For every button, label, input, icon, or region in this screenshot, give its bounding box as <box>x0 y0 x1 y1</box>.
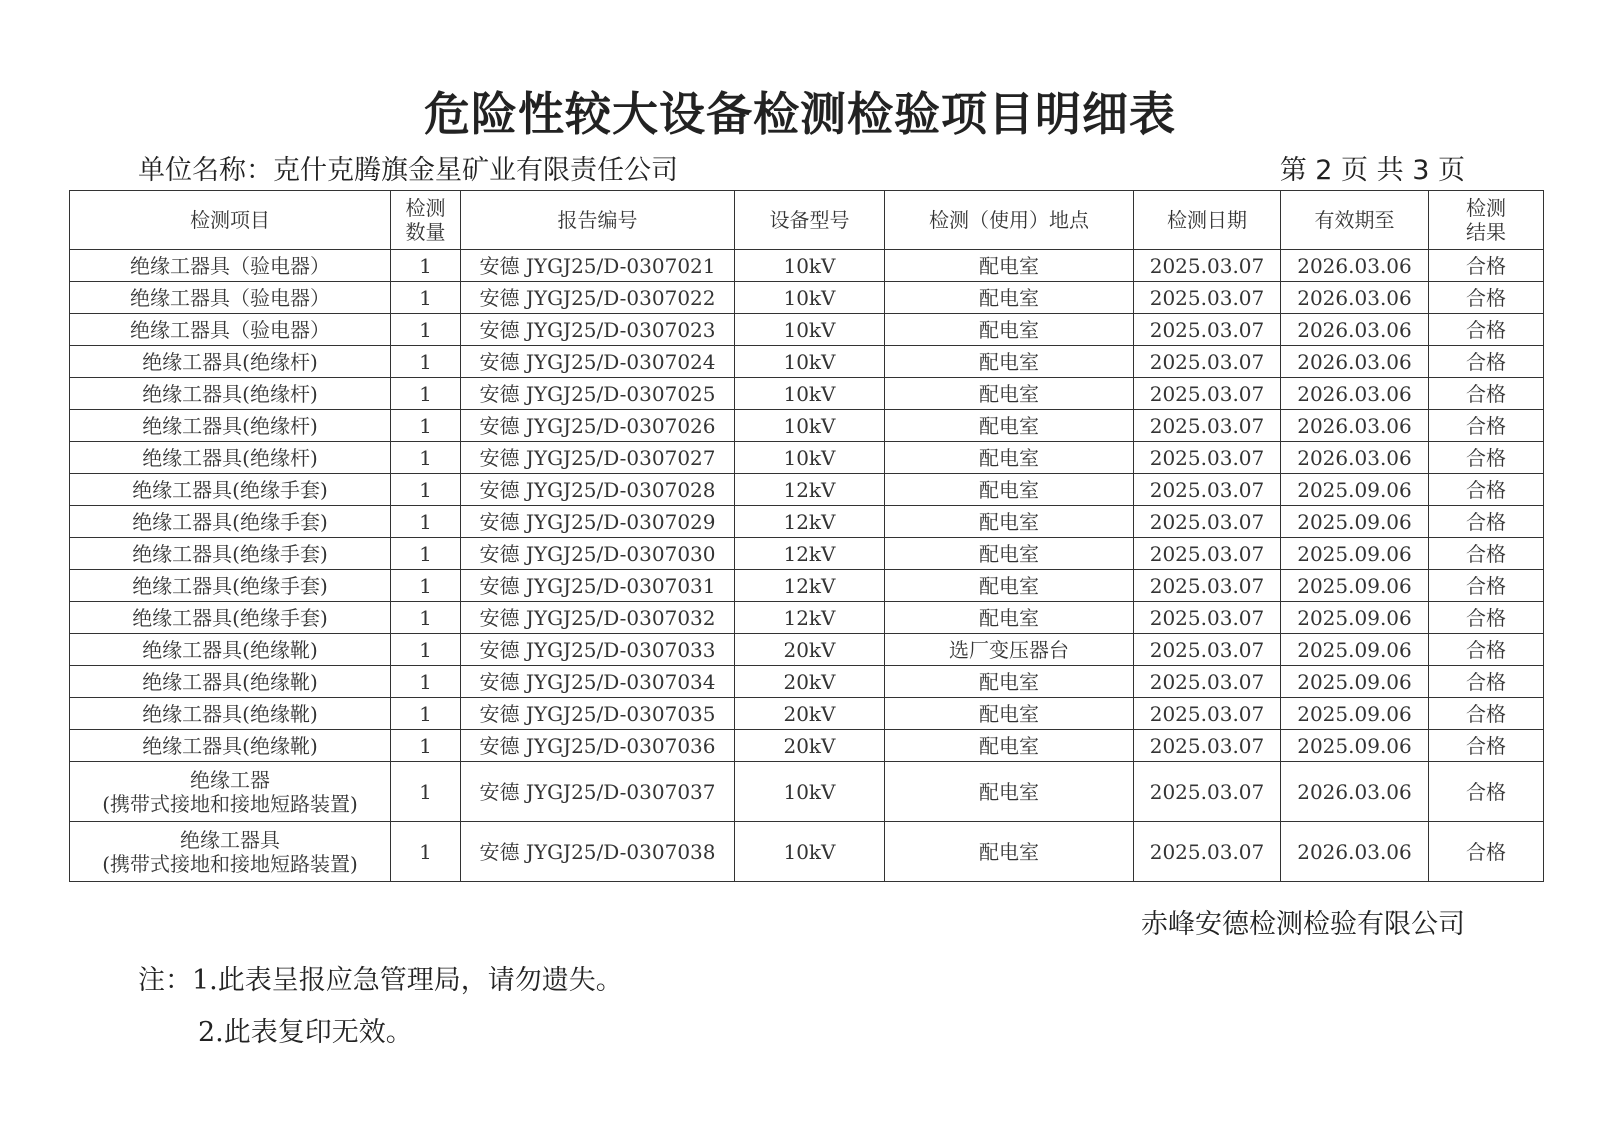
cell-result: 合格 <box>1429 570 1544 602</box>
cell-model: 12kV <box>735 538 885 570</box>
cell-qty: 1 <box>391 506 461 538</box>
cell-valid: 2026.03.06 <box>1281 410 1429 442</box>
cell-qty: 1 <box>391 410 461 442</box>
cell-location: 配电室 <box>885 822 1134 882</box>
header-model: 设备型号 <box>735 191 885 250</box>
cell-date: 2025.03.07 <box>1134 314 1281 346</box>
cell-date: 2025.03.07 <box>1134 474 1281 506</box>
cell-location: 配电室 <box>885 250 1134 282</box>
cell-model: 10kV <box>735 762 885 822</box>
cell-item: 绝缘工器具(绝缘靴) <box>70 730 391 762</box>
table-body <box>70 250 1544 882</box>
cell-result: 合格 <box>1429 442 1544 474</box>
cell-result: 合格 <box>1429 506 1544 538</box>
cell-item: 绝缘工器具(绝缘靴) <box>70 698 391 730</box>
cell-location: 配电室 <box>885 730 1134 762</box>
cell-result: 合格 <box>1429 250 1544 282</box>
cell-item: 绝缘工器具（验电器） <box>70 314 391 346</box>
cell-date: 2025.03.07 <box>1134 346 1281 378</box>
cell-qty: 1 <box>391 442 461 474</box>
cell-item: 绝缘工器具(绝缘靴) <box>70 666 391 698</box>
cell-report: 安德 JYGJ25/D-0307025 <box>461 378 735 410</box>
table-row <box>70 730 1544 762</box>
table-row <box>70 762 1544 822</box>
cell-location: 配电室 <box>885 282 1134 314</box>
issuer-company: 赤峰安德检测检验有限公司 <box>1141 909 1465 940</box>
cell-model: 10kV <box>735 346 885 378</box>
cell-date: 2025.03.07 <box>1134 442 1281 474</box>
cell-qty: 1 <box>391 538 461 570</box>
cell-location: 配电室 <box>885 666 1134 698</box>
cell-location: 配电室 <box>885 762 1134 822</box>
cell-qty: 1 <box>391 378 461 410</box>
cell-report: 安德 JYGJ25/D-0307029 <box>461 506 735 538</box>
cell-report: 安德 JYGJ25/D-0307026 <box>461 410 735 442</box>
cell-valid: 2025.09.06 <box>1281 634 1429 666</box>
cell-location: 配电室 <box>885 538 1134 570</box>
cell-qty: 1 <box>391 346 461 378</box>
cell-result: 合格 <box>1429 634 1544 666</box>
cell-report: 安德 JYGJ25/D-0307024 <box>461 346 735 378</box>
cell-report: 安德 JYGJ25/D-0307031 <box>461 570 735 602</box>
cell-date: 2025.03.07 <box>1134 666 1281 698</box>
header-result-line2: 结果 <box>1466 220 1506 244</box>
cell-valid: 2025.09.06 <box>1281 666 1429 698</box>
cell-model: 10kV <box>735 410 885 442</box>
cell-qty: 1 <box>391 762 461 822</box>
cell-result: 合格 <box>1429 410 1544 442</box>
cell-location: 配电室 <box>885 314 1134 346</box>
cell-location: 配电室 <box>885 410 1134 442</box>
cell-qty: 1 <box>391 570 461 602</box>
cell-valid: 2026.03.06 <box>1281 378 1429 410</box>
cell-date: 2025.03.07 <box>1134 250 1281 282</box>
table-row <box>70 570 1544 602</box>
cell-item-line1: 绝缘工器具 <box>180 827 280 852</box>
cell-valid: 2026.03.06 <box>1281 762 1429 822</box>
cell-item: 绝缘工器具(绝缘靴) <box>70 634 391 666</box>
cell-valid: 2026.03.06 <box>1281 442 1429 474</box>
cell-date: 2025.03.07 <box>1134 378 1281 410</box>
cell-valid: 2025.09.06 <box>1281 602 1429 634</box>
cell-report: 安德 JYGJ25/D-0307022 <box>461 282 735 314</box>
cell-model: 20kV <box>735 730 885 762</box>
header-location: 检测（使用）地点 <box>885 191 1134 250</box>
header-count-line1: 检测 <box>405 196 446 220</box>
cell-valid: 2025.09.06 <box>1281 474 1429 506</box>
cell-report: 安德 JYGJ25/D-0307023 <box>461 314 735 346</box>
table-row <box>70 634 1544 666</box>
table-row <box>70 410 1544 442</box>
table-row <box>70 474 1544 506</box>
cell-item: 绝缘工器具(绝缘杆) <box>70 442 391 474</box>
cell-location: 配电室 <box>885 378 1134 410</box>
cell-qty: 1 <box>391 822 461 882</box>
cell-valid: 2026.03.06 <box>1281 250 1429 282</box>
cell-model: 20kV <box>735 698 885 730</box>
cell-date: 2025.03.07 <box>1134 410 1281 442</box>
cell-item: 绝缘工器具(绝缘手套) <box>70 506 391 538</box>
cell-location: 选厂变压器台 <box>885 634 1134 666</box>
cell-item: 绝缘工器具（验电器） <box>70 282 391 314</box>
cell-result: 合格 <box>1429 666 1544 698</box>
header-count <box>391 191 461 250</box>
cell-qty: 1 <box>391 474 461 506</box>
cell-valid: 2025.09.06 <box>1281 538 1429 570</box>
cell-report: 安德 JYGJ25/D-0307038 <box>461 822 735 882</box>
cell-item: 绝缘工器具(绝缘手套) <box>70 570 391 602</box>
header-report: 报告编号 <box>461 191 735 250</box>
cell-report: 安德 JYGJ25/D-0307036 <box>461 730 735 762</box>
cell-item-line2: (携带式接地和接地短路装置) <box>102 791 358 816</box>
cell-valid: 2025.09.06 <box>1281 730 1429 762</box>
cell-result: 合格 <box>1429 730 1544 762</box>
cell-report: 安德 JYGJ25/D-0307030 <box>461 538 735 570</box>
cell-model: 10kV <box>735 314 885 346</box>
table-row <box>70 250 1544 282</box>
table-row <box>70 314 1544 346</box>
cell-model: 20kV <box>735 634 885 666</box>
table-row <box>70 538 1544 570</box>
cell-location: 配电室 <box>885 602 1134 634</box>
cell-item: 绝缘工器具(绝缘杆) <box>70 346 391 378</box>
cell-model: 10kV <box>735 282 885 314</box>
cell-report: 安德 JYGJ25/D-0307037 <box>461 762 735 822</box>
table-row <box>70 378 1544 410</box>
cell-location: 配电室 <box>885 570 1134 602</box>
cell-date: 2025.03.07 <box>1134 822 1281 882</box>
cell-valid: 2026.03.06 <box>1281 282 1429 314</box>
cell-model: 10kV <box>735 250 885 282</box>
cell-qty: 1 <box>391 282 461 314</box>
table-row <box>70 602 1544 634</box>
header-valid: 有效期至 <box>1281 191 1429 250</box>
cell-item <box>70 822 391 882</box>
table-row <box>70 822 1544 882</box>
cell-date: 2025.03.07 <box>1134 538 1281 570</box>
cell-date: 2025.03.07 <box>1134 282 1281 314</box>
cell-qty: 1 <box>391 698 461 730</box>
cell-location: 配电室 <box>885 698 1134 730</box>
cell-date: 2025.03.07 <box>1134 602 1281 634</box>
cell-qty: 1 <box>391 250 461 282</box>
cell-date: 2025.03.07 <box>1134 634 1281 666</box>
cell-result: 合格 <box>1429 282 1544 314</box>
cell-model: 12kV <box>735 570 885 602</box>
cell-item-line1: 绝缘工器 <box>190 767 270 792</box>
cell-qty: 1 <box>391 666 461 698</box>
table-row <box>70 282 1544 314</box>
cell-report: 安德 JYGJ25/D-0307035 <box>461 698 735 730</box>
cell-qty: 1 <box>391 602 461 634</box>
header-result-line1: 检测 <box>1466 196 1506 220</box>
cell-result: 合格 <box>1429 314 1544 346</box>
cell-report: 安德 JYGJ25/D-0307033 <box>461 634 735 666</box>
cell-model: 10kV <box>735 822 885 882</box>
cell-model: 12kV <box>735 602 885 634</box>
table-header-row <box>70 191 1544 250</box>
cell-result: 合格 <box>1429 698 1544 730</box>
cell-item: 绝缘工器具(绝缘杆) <box>70 378 391 410</box>
cell-model: 12kV <box>735 506 885 538</box>
cell-date: 2025.03.07 <box>1134 730 1281 762</box>
header-result <box>1429 191 1544 250</box>
cell-item <box>70 762 391 822</box>
cell-date: 2025.03.07 <box>1134 762 1281 822</box>
cell-model: 20kV <box>735 666 885 698</box>
cell-date: 2025.03.07 <box>1134 698 1281 730</box>
cell-valid: 2025.09.06 <box>1281 698 1429 730</box>
cell-result: 合格 <box>1429 346 1544 378</box>
cell-valid: 2026.03.06 <box>1281 314 1429 346</box>
cell-report: 安德 JYGJ25/D-0307032 <box>461 602 735 634</box>
cell-location: 配电室 <box>885 346 1134 378</box>
cell-location: 配电室 <box>885 474 1134 506</box>
cell-report: 安德 JYGJ25/D-0307021 <box>461 250 735 282</box>
header-item: 检测项目 <box>70 191 391 250</box>
cell-model: 10kV <box>735 378 885 410</box>
detail-table <box>69 190 1544 882</box>
cell-location: 配电室 <box>885 442 1134 474</box>
cell-item: 绝缘工器具(绝缘手套) <box>70 538 391 570</box>
cell-result: 合格 <box>1429 474 1544 506</box>
cell-report: 安德 JYGJ25/D-0307034 <box>461 666 735 698</box>
cell-result: 合格 <box>1429 822 1544 882</box>
cell-model: 10kV <box>735 442 885 474</box>
cell-result: 合格 <box>1429 602 1544 634</box>
table-row <box>70 346 1544 378</box>
note-2: 2.此表复印无效。 <box>198 1017 413 1048</box>
cell-valid: 2026.03.06 <box>1281 346 1429 378</box>
cell-result: 合格 <box>1429 378 1544 410</box>
cell-date: 2025.03.07 <box>1134 570 1281 602</box>
unit-name: 单位名称：克什克腾旗金星矿业有限责任公司 <box>138 155 678 186</box>
cell-qty: 1 <box>391 730 461 762</box>
cell-item: 绝缘工器具（验电器） <box>70 250 391 282</box>
cell-qty: 1 <box>391 314 461 346</box>
cell-item-line2: (携带式接地和接地短路装置) <box>102 851 358 876</box>
cell-qty: 1 <box>391 634 461 666</box>
cell-report: 安德 JYGJ25/D-0307028 <box>461 474 735 506</box>
cell-date: 2025.03.07 <box>1134 506 1281 538</box>
cell-location: 配电室 <box>885 506 1134 538</box>
cell-result: 合格 <box>1429 762 1544 822</box>
note-1: 注：1.此表呈报应急管理局，请勿遗失。 <box>138 965 623 996</box>
table-row <box>70 698 1544 730</box>
header-date: 检测日期 <box>1134 191 1281 250</box>
cell-model: 12kV <box>735 474 885 506</box>
table-row <box>70 506 1544 538</box>
table-row <box>70 666 1544 698</box>
page-number: 第 2 页 共 3 页 <box>1279 155 1465 186</box>
cell-valid: 2025.09.06 <box>1281 570 1429 602</box>
cell-valid: 2025.09.06 <box>1281 506 1429 538</box>
cell-item: 绝缘工器具(绝缘手套) <box>70 602 391 634</box>
header-count-line2: 数量 <box>405 220 446 244</box>
cell-valid: 2026.03.06 <box>1281 822 1429 882</box>
cell-item: 绝缘工器具(绝缘杆) <box>70 410 391 442</box>
cell-item: 绝缘工器具(绝缘手套) <box>70 474 391 506</box>
table-row <box>70 442 1544 474</box>
cell-result: 合格 <box>1429 538 1544 570</box>
cell-report: 安德 JYGJ25/D-0307027 <box>461 442 735 474</box>
document-title: 危险性较大设备检测检验项目明细表 <box>424 87 1176 141</box>
